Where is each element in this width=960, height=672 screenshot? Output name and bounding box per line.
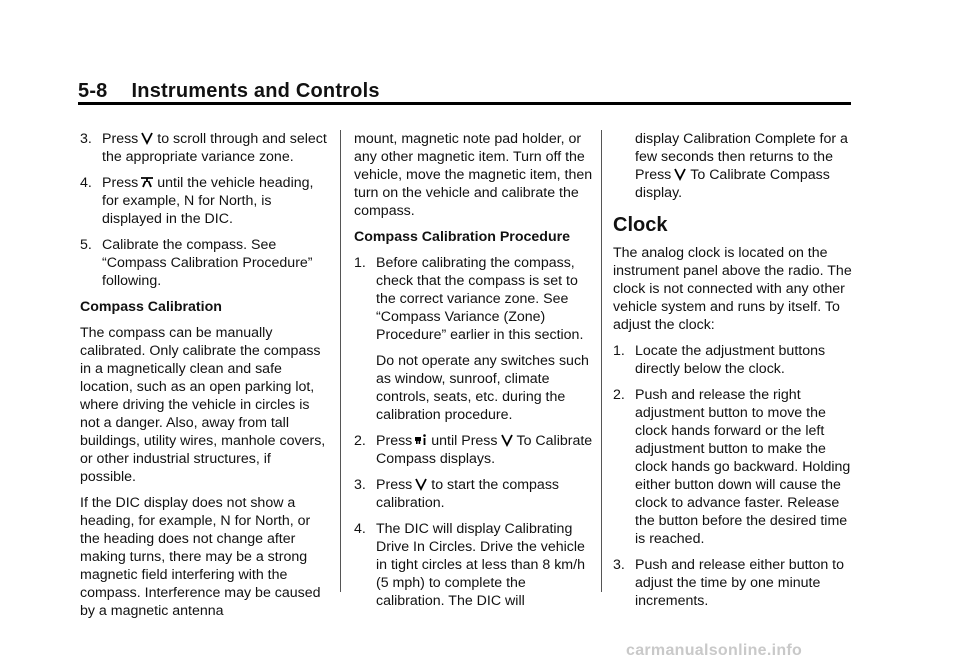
section-heading: Clock (613, 214, 668, 236)
paragraph: The compass can be manually calibrated. Only calibrate the compass in a magnetically clean and safe location, such as an open parking lot, where driving the vehicle in circles is not a danger. Also, away from tall buildings, utility wires, manhole covers, or other industrial structures, if possible. (80, 325, 326, 485)
list-item (354, 476, 594, 512)
page-number: 5-8 (78, 80, 108, 102)
column-divider (601, 130, 602, 592)
section-title: Instruments and Controls (131, 80, 380, 102)
list-number: 2. (613, 387, 625, 403)
list-text: Calibrate the compass. See “Compass Calibration Procedure” following. (102, 237, 313, 289)
list-item (613, 342, 853, 378)
page-header (78, 80, 380, 103)
checkmark-icon (673, 167, 687, 181)
list-number: 3. (354, 477, 366, 493)
list-text: The DIC will display Calibrating Drive In Circles. Drive the vehicle in tight circles at less than 8 km/h (5 mph) to complete the calibration. The DIC will (376, 521, 585, 609)
list-number: 4. (354, 521, 366, 537)
list-item (80, 174, 328, 228)
paragraph: The analog clock is located on the instrument panel above the radio. The clock is not connected with any other vehicle system and runs by itself. To adjust the clock: (613, 245, 852, 333)
list-item (354, 254, 594, 344)
list-number: 3. (613, 557, 625, 573)
paragraph: If the DIC display does not show a heading, for example, N for North, or the heading does not change after making turns, there may be a strong magnetic field interfering with the compass. Interference may be caused by a magnetic antenna (80, 495, 321, 619)
list-item (80, 236, 328, 290)
list-text: Push and release either button to adjust the time by one minute increments. (635, 557, 845, 609)
column-2 (354, 130, 594, 618)
list-number: 3. (80, 131, 92, 147)
paragraph: mount, magnetic note pad holder, or any other magnetic item. Turn off the vehicle, move the magnetic item, then turn on the vehicle and calibrate the compass. (354, 131, 593, 219)
list-text: Press to scroll through and select the appropriate variance zone. (102, 131, 327, 165)
subheading: Compass Calibration (80, 299, 222, 315)
list-number: 5. (80, 237, 92, 253)
header-rule (78, 102, 851, 105)
note-paragraph: Do not operate any switches such as window, sunroof, climate controls, seats, etc. during the calibration procedure. (376, 353, 589, 423)
list-item (80, 130, 328, 166)
list-item (613, 556, 853, 610)
trip-info-icon (140, 175, 154, 189)
list-number: 1. (613, 343, 625, 359)
list-number: 4. (80, 175, 92, 191)
list-text: Press until the vehicle heading, for example, N for North, is displayed in the DIC. (102, 175, 314, 227)
column-1 (80, 130, 328, 628)
column-divider (340, 130, 341, 592)
checkmark-icon (414, 477, 428, 491)
list-number: 2. (354, 433, 366, 449)
list-item (354, 520, 594, 610)
list-text: Before calibrating the compass, check that the compass is set to the correct variance zone. See “Compass Variance (Zone) Procedure” earlier in this section. (376, 255, 584, 343)
column-3 (613, 130, 853, 618)
subheading: Compass Calibration Procedure (354, 229, 571, 245)
list-text: Push and release the right adjustment button to move the clock hands forward or the left adjustment button to make the clock hands go backward. Holding either button down will cause the clock to advance faster. Release the button before the desired time is reached. (635, 387, 851, 547)
list-text: Locate the adjustment buttons directly below the clock. (635, 343, 826, 377)
list-item (613, 386, 853, 548)
list-number: 1. (354, 255, 366, 271)
continued-text: display Calibration Complete for a few seconds then returns to the Press To Calibrate Compass display. (635, 131, 848, 201)
list-text: Press to start the compass calibration. (376, 477, 560, 511)
checkmark-icon (500, 433, 514, 447)
vehicle-info-icon (414, 433, 428, 447)
checkmark-icon (140, 131, 154, 145)
watermark: carmanualsonline.info (626, 642, 803, 659)
list-item (354, 432, 594, 468)
list-text: Press until Press To Calibrate Compass displays. (376, 433, 593, 467)
